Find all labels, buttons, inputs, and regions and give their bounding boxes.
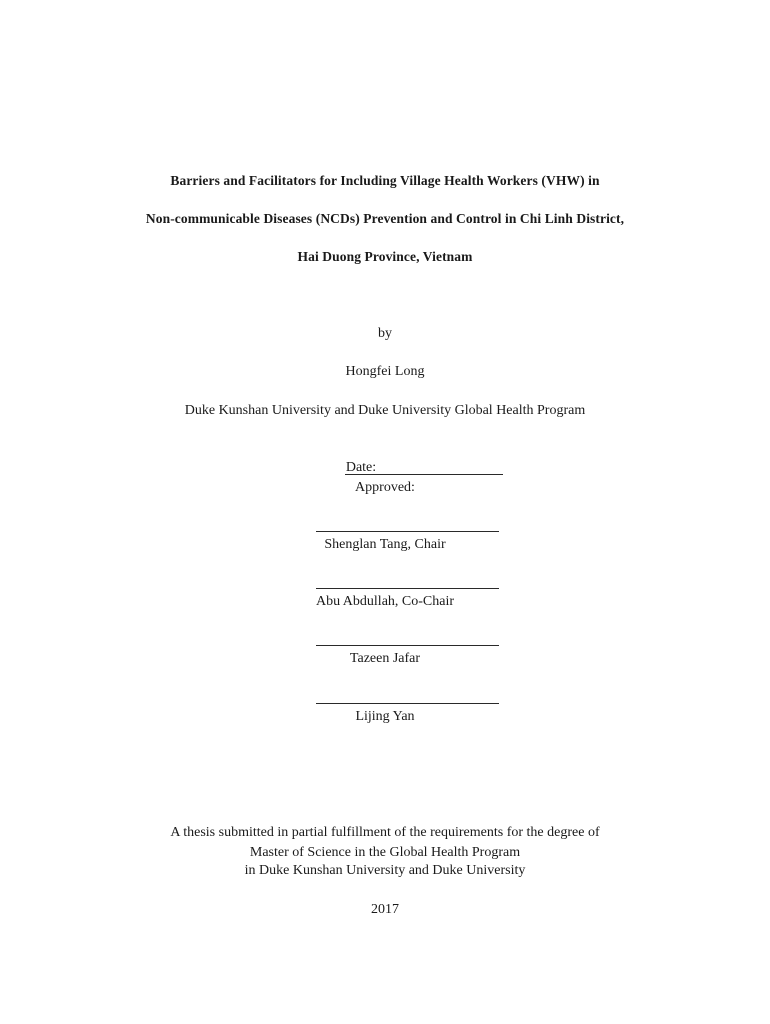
submission-statement-line-3: in Duke Kunshan University and Duke University: [244, 863, 526, 878]
committee-member-3: Tazeen Jafar: [349, 651, 421, 666]
title-line-3: Hai Duong Province, Vietnam: [297, 249, 473, 264]
signature-line-4: [316, 703, 499, 704]
committee-member-4: Lijing Yan: [355, 709, 415, 724]
author-affiliation: Duke Kunshan University and Duke University Global Health Program: [184, 403, 586, 418]
author-name: Hongfei Long: [345, 364, 425, 379]
committee-member-chair: Shenglan Tang, Chair: [324, 537, 446, 552]
signature-line-1: [316, 531, 499, 532]
title-line-1: Barriers and Facilitators for Including Village Health Workers (VHW) in: [170, 173, 600, 188]
submission-year: 2017: [371, 902, 399, 917]
approved-label: Approved:: [355, 480, 415, 495]
submission-statement-line-1: A thesis submitted in partial fulfillment of the requirements for the degree of: [170, 825, 600, 840]
signature-line-3: [316, 645, 499, 646]
by-label: by: [378, 326, 392, 341]
signature-line-2: [316, 588, 499, 589]
committee-member-co-chair: Abu Abdullah, Co-Chair: [315, 594, 455, 609]
title-line-2: Non-communicable Diseases (NCDs) Prevention and Control in Chi Linh District,: [145, 211, 625, 226]
submission-statement-line-2: Master of Science in the Global Health Program: [249, 845, 521, 860]
date-signature-line: [345, 474, 503, 475]
date-label: Date:: [345, 460, 377, 475]
